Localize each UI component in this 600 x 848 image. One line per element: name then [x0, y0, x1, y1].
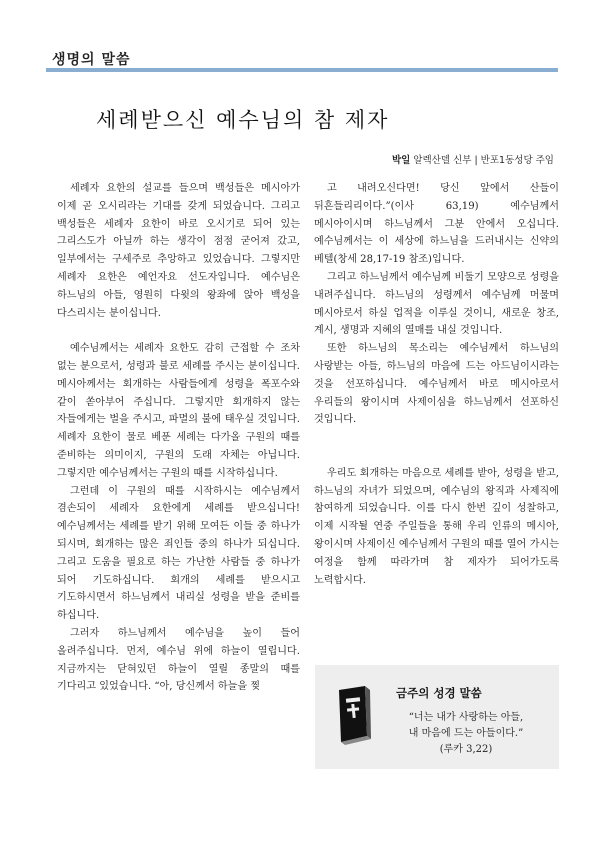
- paragraph: 그러자 하느님께서 예수님을 높이 들어 올려주십니다. 먼저, 예수님 위에 하늘이 열립니다. 지금까지는 닫혀있던 하늘이 열릴 종말의 때를 기다리고 있었습니다. “아, 당신께서 하늘을 찢: [57, 627, 300, 693]
- article-title: 세례받으신 예수님의 참 제자: [96, 108, 390, 132]
- section-label: 생명의 말씀: [52, 52, 131, 68]
- bible-icon: [333, 684, 373, 746]
- verse-line: 내 마음에 드는 아들이다.”: [408, 728, 524, 739]
- right-column: [314, 180, 559, 589]
- paragraph: 세례자 요한의 설교를 들으며 백성들은 메시아가 이제 곧 오시리라는 기대를 갖게 되었습니다. 그리고 백성들은 세례자 요한이 바로 오시기로 되어 있는 그리스도가 아닐까 하는 생각이 점점 굳어져 갔고, 일부에서는 구세주로 추앙하고 있었습니다. 그렇지만 세례자 요한은 예언자요 선도자입니다. 예수님은 하느님의 아들, 영원히 다윗의 왕좌에 앉아 백성을 다스리시는 분이십니다.: [57, 183, 300, 319]
- paragraph: 우리도 회개하는 마음으로 세례를 받아, 성령을 받고, 하느님의 자녀가 되었으며, 예수님의 왕직과 사제직에 참여하게 되었습니다. 이를 다시 한번 깊이 성찰하고, 이제 시작될 연중 주일들을 통해 우리 인류의 메시아, 왕이시며 사제이신 예수님께서 구원의 때를 열어 가시는 여정을 함께 따라가며 참 제자가 되어가도록 노력합시다.: [314, 467, 559, 586]
- weekly-verse-box: [315, 665, 559, 769]
- paragraph-gap: [314, 447, 559, 465]
- verse-text: [381, 710, 551, 758]
- section-divider: [46, 68, 558, 72]
- author-details: 알렉산델 신부 | 반포1동성당 주임: [410, 155, 554, 166]
- paragraph: 또한 하느님의 목소리는 예수님께서 하느님의 사랑받는 아들, 하느님의 마음에 드는 아드님이시라는 것을 선포하십니다. 예수님께서 바로 메시아로서 우리들의 왕이시며 사제이심을 하느님께서 선포하신 것입니다.: [314, 343, 559, 426]
- paragraph: 그런데 이 구원의 때를 시작하시는 예수님께서 겸손되이 세례자 요한에게 세례를 받으십니다! 예수님께서는 세례를 받기 위해 모여든 이들 중 하나가 되시며, 회개하는 많은 죄인들 중의 하나가 되십니다. 그리고 도움을 필요로 하는 가난한 사람들 중 하나가 되어 기도하십니다. 회개의 세례를 받으시고 기도하시면서 하느님께서 내리실 성령을 받을 준비를 하십니다.: [57, 485, 300, 622]
- verse-line: “너는 내가 사랑하는 아들,: [408, 712, 524, 723]
- left-column: [57, 180, 300, 696]
- verse-reference: (루카 3,22): [439, 744, 493, 755]
- paragraph-gap: [314, 429, 559, 447]
- paragraph-gap: [57, 322, 300, 340]
- paragraph: 예수님께서는 세례자 요한도 감히 근접할 수 조차 없는 분으로서, 성령과 불로 세례를 주시는 분이십니다. 메시아께서는 회개하는 사람들에게 성령을 폭포수와 같이 쏟아부어 주십니다. 그렇지만 회개하지 않는 자들에게는 벌을 주시고, 파멸의 불에 태우실 것입니다. 세례자 요한이 물로 베푼 세례는 다가올 구원의 때를 준비하는 의미이지, 구원의 도래 자체는 아닙니다. 그렇지만 예수님께서는 구원의 때를 시작하십니다.: [57, 343, 300, 479]
- paragraph: 고 내려오신다면! 당신 앞에서 산들이 뒤흔들리리이다.”(이사 63,19) 예수님께서 메시아이시며 하느님께서 그분 안에서 오십니다. 예수님께서는 이 세상에 하느님을 드러내시는 신약의 베텔(창세 28,17-19 참조)입니다.: [314, 183, 559, 266]
- paragraph: 그리고 하느님께서 예수님께 비둘기 모양으로 성령을 내려주십니다. 하느님의 성령께서 예수님께 머물며 메시아로서 하실 업적을 이루실 것이니, 새로운 창조, 계시, 생명과 지혜의 열매를 내실 것입니다.: [314, 271, 559, 337]
- byline: [392, 152, 554, 166]
- verse-title: 금주의 성경 말씀: [396, 686, 482, 700]
- author-name: 박일: [391, 155, 411, 166]
